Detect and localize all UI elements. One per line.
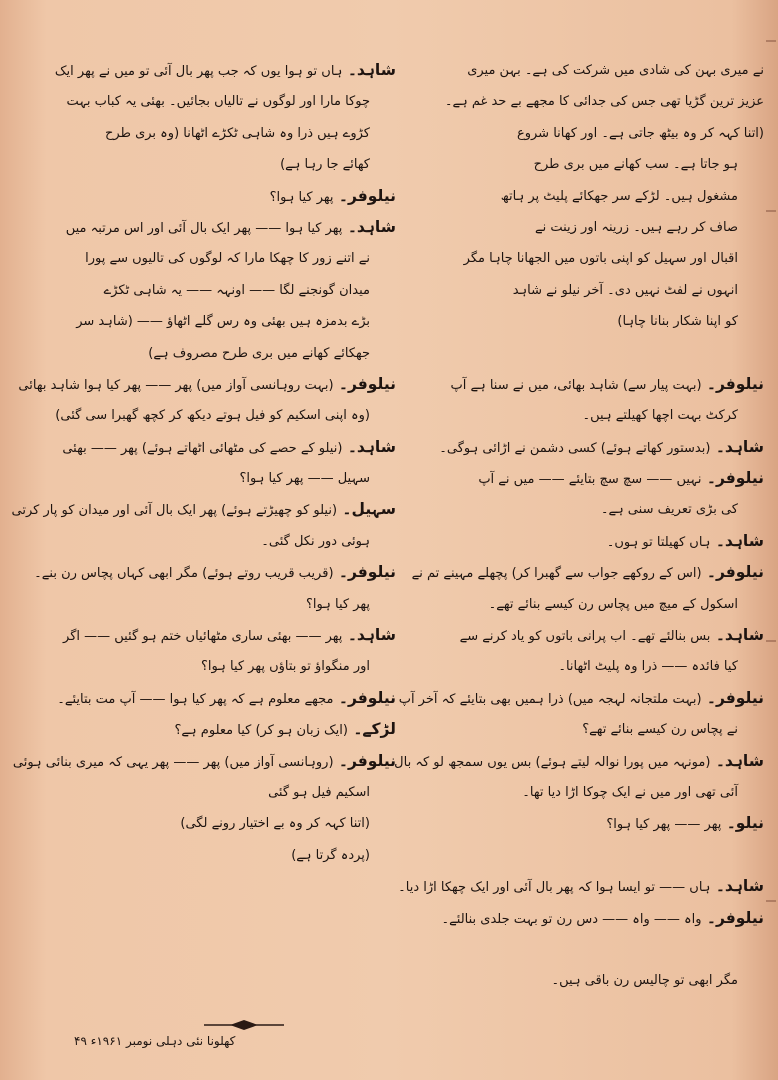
speaker-name: شاہد۔: [710, 751, 764, 770]
dialogue-text: (نیلو کے حصے کی مٹھائی اٹھاتے ہوئے) پھر —— بھئی: [62, 440, 343, 456]
stage-direction: [412, 338, 764, 369]
dialogue-line: اسکیم فیل ہو گئی: [268, 784, 370, 800]
dialogue-line: [412, 463, 764, 494]
dialogue-line: آئی تھی اور میں نے ایک چوکا اڑا دیا تھا۔: [522, 784, 738, 800]
dialogue-text: (مونہہ میں پورا نوالہ لیتے ہوئے) بس یوں سمجھ لو کہ بال: [394, 754, 711, 770]
dialogue-line: کی بڑی تعریف سنی ہے۔: [600, 502, 738, 518]
dialogue-line: [412, 369, 764, 400]
speaker-name: لڑکے۔: [347, 720, 396, 739]
right-column: [394, 55, 764, 997]
dialogue-text: نہیں —— سچ سچ بتایئے —— میں نے آپ: [478, 472, 702, 488]
dialogue-line: میدان گونجنے لگا —— اونہہ —— یہ شاہی ٹکڑے: [103, 282, 370, 298]
dialogue-text: (قریب قریب روتے ہوئے) مگر ابھی کہاں پچاس رن بنے۔: [34, 566, 334, 582]
page-footer: کھلونا نئی دہلی نومبر ۱۹۶۱ء ۴۹: [74, 1034, 236, 1048]
speaker-name: نیلوفر۔: [701, 688, 764, 707]
dialogue-text: (نیلو کو چھیڑتے ہوئے) پھر ایک بال آئی اور میدان کو پار کرتی: [11, 503, 338, 519]
dialogue-line: [12, 746, 396, 777]
speaker-name: نیلوفر۔: [333, 688, 396, 707]
dialogue-text: (بہت پیار سے) شاہد بھائی، میں نے سنا ہے آپ: [450, 377, 702, 393]
speaker-name: نیلوفر۔: [701, 563, 764, 582]
dialogue-line: [18, 369, 396, 400]
left-column: [11, 55, 396, 871]
stage-direction: (اتنا کہہ کر وہ بیٹھ جاتی ہے۔ اور کھانا شروع: [516, 125, 764, 141]
speaker-name: نیلوفر۔: [333, 751, 396, 770]
dialogue-line: کڑوے ہیں ذرا وہ شاہی ٹکڑے اٹھانا (وہ بری طرح: [105, 125, 370, 141]
speaker-name: شاہد۔: [710, 877, 764, 896]
edge-mark: [766, 900, 776, 902]
dialogue-line: اسکول کے میچ میں پچاس رن کیسے بنائے تھے۔: [488, 596, 738, 612]
text-line: نے میری بہن کی شادی میں شرکت کی ہے۔ بہن میری: [467, 63, 764, 78]
dialogue-text: پھر —— بھئی ساری مٹھائیاں ختم ہو گئیں —— اگر: [63, 629, 343, 645]
dialogue-line: [46, 714, 396, 745]
dialogue-text: مجھے معلوم ہے کہ پھر کیا ہوا —— آپ مت بتایئے۔: [57, 691, 334, 707]
dialogue-text: پھر کیا ہوا —— پھر ایک بال آئی اور اس مرتبہ میں: [65, 220, 343, 236]
dialogue-line: [412, 934, 764, 965]
dialogue-line: ہوئی دور نکل گئی۔: [261, 533, 370, 549]
dialogue-text: ہاں کھیلتا تو ہوں۔: [606, 534, 711, 550]
dialogue-text: ہاں تو ہوا یوں کہ جب پھر بال آئی تو میں نے پھر ایک: [54, 64, 343, 79]
dialogue-line: مگر ابھی تو چالیس رن باقی ہیں۔: [551, 973, 738, 989]
dialogue-text: بس بنالئے تھے۔ اب پرانی باتوں کو یاد کرنے سے: [459, 629, 711, 645]
stage-direction: انہوں نے لفٹ نہیں دی۔ آخر نیلو نے شاہد: [512, 282, 738, 298]
dialogue-line: کرکٹ بہت اچھا کھیلتے ہیں۔: [582, 408, 738, 424]
speaker-name: شاہد۔: [710, 437, 764, 456]
speaker-name: نیلوفر۔: [333, 186, 396, 205]
dialogue-text: (بہت روہانسی آواز میں) پھر —— پھر کیا ہوا شاہد بھائی: [18, 377, 334, 393]
speaker-name: شاہد۔: [342, 217, 396, 236]
dialogue-line: [412, 903, 764, 934]
dialogue-line: نے اتنے زور کا چھکا مارا کہ لوگوں کی تالیوں سے پورا: [85, 251, 370, 267]
dialogue-line: سہیل —— پھر کیا ہوا؟: [239, 471, 370, 487]
edge-mark: [766, 40, 776, 42]
dialogue-line: [34, 557, 396, 588]
curtain-direction: (پردہ گرتا ہے): [291, 847, 370, 863]
stage-direction: صاف کر رہے ہیں۔ زرینہ اور زینت نے: [534, 219, 738, 235]
speaker-name: نیلوفر۔: [701, 469, 764, 488]
dialogue-text: پھر کیا ہوا؟: [269, 189, 334, 205]
dialogue-line: [412, 808, 764, 839]
dialogue-line: [412, 526, 764, 557]
speaker-name: نیلو۔: [721, 814, 764, 833]
dialogue-line: [46, 212, 396, 243]
dialogue-line: [46, 683, 396, 714]
dialogue-line: [412, 432, 764, 463]
speaker-name: نیلوفر۔: [701, 908, 764, 927]
speaker-name: نیلوفر۔: [333, 374, 396, 393]
dialogue-line: کھائے جا رہا ہے): [280, 157, 370, 173]
dialogue-line: پھر کیا ہوا؟: [306, 596, 370, 612]
dialogue-line: بڑے بدمزہ ہیں بھئی وہ رس گلے اٹھاؤ —— (شاہد سر: [76, 314, 370, 330]
dialogue-line: [46, 620, 396, 651]
dialogue-line: [46, 432, 396, 463]
stage-direction: ہو جاتا ہے۔ سب کھانے میں بری طرح: [533, 157, 738, 173]
dialogue-line: [412, 557, 764, 588]
stage-direction: (اتنا کہہ کر وہ بے اختیار رونے لگی): [180, 816, 370, 832]
dialogue-line: جھکائے کھانے میں بری طرح مصروف ہے): [148, 345, 370, 361]
dialogue-line: [412, 620, 764, 651]
dialogue-text: (بدستور کھاتے ہوئے) کسی دشمن نے اڑائی ہوگی۔: [439, 440, 711, 456]
dialogue-line: نے پچاس رن کیسے بنائے تھے؟: [582, 722, 738, 738]
speaker-name: نیلوفر۔: [333, 563, 396, 582]
speaker-name: شاہد۔: [342, 437, 396, 456]
dialogue-text: واہ —— واہ —— دس رن تو بہت جلدی بنالئے۔: [441, 911, 702, 927]
speaker-name: شاہد۔: [342, 626, 396, 645]
dialogue-text: ہاں —— تو ایسا ہوا کہ پھر بال آئی اور ایک چھکا اڑا دیا۔: [398, 880, 711, 896]
dialogue-text: (روہانسی آواز میں) پھر —— پھر یہی کہ میری بنائی ہوئی: [12, 754, 334, 770]
speaker-name: شاہد۔: [710, 626, 764, 645]
stage-direction: کو اپنا شکار بنانا چاہا): [617, 314, 738, 330]
dialogue-line: [46, 55, 396, 86]
dialogue-line: [11, 494, 396, 525]
dialogue-text: (بہت ملتجانہ لہجہ میں) ذرا ہمیں بھی بتایئے کہ آخر آپ: [398, 691, 702, 707]
dialogue-text: (ایک زبان ہو کر) کیا معلوم ہے؟: [174, 723, 348, 739]
dialogue-line: اور منگواؤ تو بتاؤں پھر کیا ہوا؟: [201, 659, 370, 675]
dialogue-text: (اس کے روکھے جواب سے گھبرا کر) پچھلے مہینے تم نے: [411, 566, 702, 582]
dialogue-line: [398, 871, 764, 902]
speaker-name: شاہد۔: [342, 61, 396, 79]
dialogue-line: چوکا مارا اور لوگوں نے تالیاں بجائیں۔ بھئی یہ کباب بہت: [66, 94, 370, 110]
dialogue-line: [394, 746, 764, 777]
dialogue-line: [46, 181, 396, 212]
edge-mark: [766, 210, 776, 212]
edge-mark: [766, 640, 776, 642]
dialogue-line: (وہ اپنی اسکیم کو فیل ہوتے دیکھ کر کچھ گھبرا سی گئی): [55, 408, 370, 424]
speaker-name: نیلوفر۔: [701, 374, 764, 393]
stage-direction: مشغول ہیں۔ لڑکے سر جھکائے پلیٹ پر ہاتھ: [500, 188, 738, 204]
speaker-name: شاہد۔: [710, 531, 764, 550]
text-line: عزیز ترین گڑیا تھی جس کی جدائی کا مجھے بے حد غم ہے۔: [444, 94, 764, 110]
dialogue-line: کیا فائدہ —— ذرا وہ پلیٹ اٹھانا۔: [558, 659, 738, 675]
dialogue-line: [398, 683, 764, 714]
ornament-divider-icon: [204, 1019, 284, 1031]
stage-direction: اقبال اور سہیل کو اپنی باتوں میں الجھانا چاہا مگر: [463, 251, 738, 267]
speaker-name: سہیل۔: [337, 500, 396, 519]
dialogue-text: پھر —— پھر کیا ہوا؟: [606, 817, 722, 833]
dialogue-line: [412, 840, 764, 871]
